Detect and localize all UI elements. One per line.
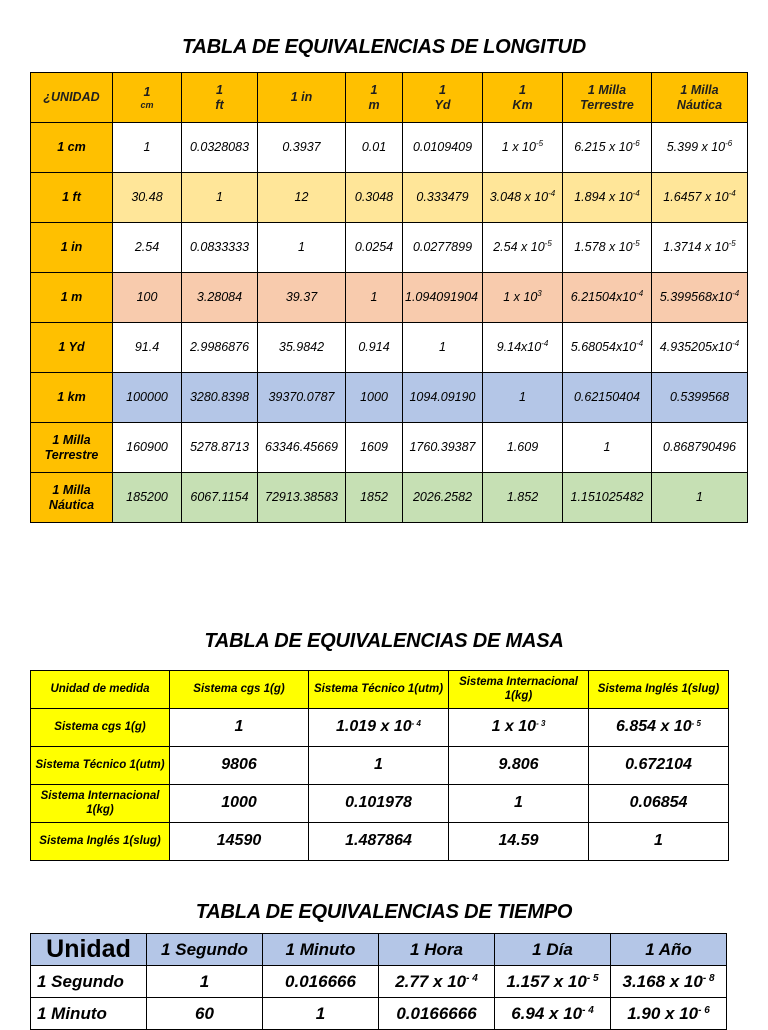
table-row: [31, 373, 748, 423]
exponent: - 8: [702, 972, 715, 984]
cell-value: 9.806: [498, 756, 539, 774]
column-header: Sistema Técnico 1(utm): [309, 671, 449, 709]
table-cell: [652, 223, 748, 273]
table-cell: [113, 323, 182, 373]
cell-value: 1.894 x 10: [574, 190, 633, 205]
column-header: [346, 73, 403, 123]
table-cell: [182, 173, 258, 223]
cell-value: 0.868790496: [663, 440, 736, 455]
exponent: -6: [632, 139, 640, 149]
cell-value: 4.935205x10: [659, 340, 733, 355]
column-header: Sistema Internacional 1(kg): [449, 671, 589, 709]
table-cell: [258, 123, 346, 173]
table-cell: [652, 173, 748, 223]
table-cell: [346, 423, 403, 473]
cell-value: 9806: [221, 756, 257, 774]
table-cell: [652, 473, 748, 523]
length-equivalence-table: [30, 72, 748, 523]
table-cell: [563, 123, 652, 173]
table-cell: [449, 823, 589, 861]
cell-value: 1: [216, 190, 223, 205]
row-header: 1 cm: [31, 123, 113, 173]
table-cell: [346, 373, 403, 423]
cell-value: 1.151025482: [570, 490, 644, 505]
cell-value: 1609: [360, 440, 388, 455]
cell-value: 3280.8398: [189, 390, 250, 405]
table-cell: [611, 966, 727, 998]
row-header: 1 Segundo: [31, 966, 147, 998]
exponent: -4: [636, 289, 644, 299]
table-cell: [589, 823, 729, 861]
table-cell: [483, 323, 563, 373]
table-cell: [483, 373, 563, 423]
header-line: 1: [216, 83, 223, 98]
cell-value: 185200: [126, 490, 168, 505]
header-line: Náutica: [676, 97, 723, 112]
table-row: [31, 223, 748, 273]
table-cell: [113, 373, 182, 423]
column-header: Unidad de medida: [31, 671, 170, 709]
header-line: 1 in: [290, 90, 313, 105]
exponent: - 4: [466, 972, 478, 984]
row-header: 1 m: [31, 273, 113, 323]
column-header: [182, 73, 258, 123]
time-table-title: TABLA DE EQUIVALENCIAS DE TIEMPO: [195, 901, 573, 923]
cell-value: 6067.1154: [190, 490, 249, 505]
cell-value: 1.852: [506, 490, 539, 505]
cell-value: 1: [370, 290, 378, 305]
cell-value: 1: [696, 490, 703, 505]
table-cell: [403, 423, 483, 473]
cell-value: 5278.8713: [189, 440, 250, 455]
table-row: [31, 273, 748, 323]
table-cell: [346, 123, 403, 173]
table-cell: [652, 273, 748, 323]
cell-value: 0.3937: [282, 140, 321, 155]
cell-value: 1: [199, 971, 210, 991]
table-cell: [258, 173, 346, 223]
table-cell: [170, 709, 309, 747]
column-header: Sistema Inglés 1(slug): [589, 671, 729, 709]
exponent: -5: [535, 139, 544, 149]
header-line: Terrestre: [580, 97, 634, 112]
table-cell: [611, 998, 727, 1030]
table-cell: [589, 747, 729, 785]
row-header: 1 Milla Terrestre: [31, 423, 113, 473]
cell-value: 60: [195, 1003, 214, 1023]
cell-value: 14.59: [498, 832, 539, 850]
table-cell: [652, 323, 748, 373]
cell-value: 12: [294, 190, 309, 205]
mass-table-title: TABLA DE EQUIVALENCIAS DE MASA: [204, 630, 564, 652]
cell-value: 1: [603, 440, 611, 455]
table-cell: [309, 709, 449, 747]
cell-value: 1760.39387: [409, 440, 476, 455]
table-cell: [379, 998, 495, 1030]
cell-value: 3.168 x 10: [622, 971, 703, 991]
cell-value: 0.0166666: [396, 1003, 477, 1023]
table-cell: [449, 747, 589, 785]
cell-value: 0.672104: [625, 756, 692, 774]
cell-value: 0.016666: [285, 971, 356, 991]
table-cell: [563, 473, 652, 523]
table-row: [31, 123, 748, 173]
row-header: 1 ft: [31, 173, 113, 223]
table-cell: [483, 123, 563, 173]
table-cell: [113, 473, 182, 523]
table-cell: [113, 123, 182, 173]
cell-value: 0.0254: [354, 240, 394, 255]
table-cell: [563, 223, 652, 273]
table-cell: [483, 173, 563, 223]
cell-value: 1: [234, 718, 244, 736]
cell-value: 1: [439, 340, 446, 355]
header-line: 1: [370, 83, 378, 98]
cell-value: 1: [298, 240, 305, 255]
table-cell: [563, 173, 652, 223]
exponent: -4: [541, 339, 549, 349]
cell-value: 0.0833333: [189, 240, 250, 255]
table-header-row: [31, 671, 729, 709]
table-cell: [403, 373, 483, 423]
exponent: - 5: [691, 719, 701, 729]
table-cell: [170, 747, 309, 785]
header-line: ft: [215, 97, 224, 112]
cell-value: 5.68054x10: [570, 340, 637, 355]
cell-value: 6.21504x10: [570, 290, 637, 305]
time-equivalence-table: [30, 933, 727, 1030]
column-header: Unidad: [31, 934, 147, 966]
table-cell: [113, 223, 182, 273]
cell-value: 39370.0787: [268, 390, 335, 405]
exponent: -4: [732, 289, 740, 299]
cell-value: 1.157 x 10: [506, 971, 587, 991]
cell-value: 0.5399568: [669, 390, 730, 405]
table-cell: [113, 273, 182, 323]
cell-value: 2.54 x 10: [493, 240, 545, 255]
table-row: [31, 966, 727, 998]
cell-value: 6.854 x 10: [616, 718, 692, 736]
table-row: [31, 823, 729, 861]
table-cell: [170, 785, 309, 823]
column-header: 1 Segundo: [147, 934, 263, 966]
cell-value: 0.62150404: [573, 390, 641, 405]
cell-value: 1.6457 x 10: [663, 190, 729, 205]
column-header: 1 Año: [611, 934, 727, 966]
table-cell: [483, 223, 563, 273]
table-cell: [170, 823, 309, 861]
table-cell: [182, 473, 258, 523]
column-header: [113, 73, 182, 123]
table-cell: [346, 223, 403, 273]
table-cell: [258, 473, 346, 523]
table-cell: [258, 323, 346, 373]
column-header: 1 Hora: [379, 934, 495, 966]
column-header: [258, 73, 346, 123]
table-cell: [563, 373, 652, 423]
exponent: -4: [548, 189, 556, 199]
cell-value: 1852: [360, 490, 388, 505]
cell-value: 1: [654, 832, 663, 850]
table-cell: [346, 323, 403, 373]
table-cell: [147, 966, 263, 998]
table-header-row: [31, 934, 727, 966]
header-line: 1: [519, 83, 526, 98]
cell-value: 5.399568x10: [659, 290, 733, 305]
header-line: ¿UNIDAD: [43, 90, 100, 105]
exponent: - 4: [411, 719, 421, 729]
row-header: Sistema Internacional 1(kg): [31, 785, 170, 823]
header-line: 1: [439, 83, 446, 98]
cell-value: 1: [143, 140, 151, 155]
exponent: -6: [725, 139, 733, 149]
row-header: 1 Milla Náutica: [31, 473, 113, 523]
exponent: -4: [632, 189, 640, 199]
table-cell: [309, 785, 449, 823]
cell-value: 0.3048: [354, 190, 394, 205]
table-cell: [309, 823, 449, 861]
table-cell: [563, 423, 652, 473]
cell-value: 0.0109409: [412, 140, 473, 155]
cell-value: 1: [374, 756, 383, 774]
table-row: [31, 747, 729, 785]
cell-value: 1 x 10: [501, 140, 536, 155]
column-header: [31, 73, 113, 123]
row-header: Sistema Técnico 1(utm): [31, 747, 170, 785]
exponent: - 3: [536, 719, 546, 729]
row-header: Sistema cgs 1(g): [31, 709, 170, 747]
table-row: [31, 473, 748, 523]
header-line: 1 Milla: [680, 83, 719, 98]
table-cell: [652, 423, 748, 473]
cell-value: 1 x 10: [491, 718, 537, 736]
column-header: [563, 73, 652, 123]
column-header: Sistema cgs 1(g): [170, 671, 309, 709]
cell-value: 1094.09190: [409, 390, 476, 405]
table-cell: [379, 966, 495, 998]
exponent: -4: [636, 339, 644, 349]
header-line: Yd: [434, 97, 451, 112]
table-cell: [182, 273, 258, 323]
table-cell: [403, 273, 483, 323]
table-cell: [113, 423, 182, 473]
table-cell: [263, 998, 379, 1030]
cell-value: 1.609: [506, 440, 539, 455]
table-header-row: [31, 73, 748, 123]
table-cell: [449, 709, 589, 747]
table-row: [31, 173, 748, 223]
cell-value: 0.101978: [345, 794, 412, 812]
table-row: [31, 998, 727, 1030]
table-cell: [403, 223, 483, 273]
table-cell: [182, 423, 258, 473]
row-header: Sistema Inglés 1(slug): [31, 823, 170, 861]
table-cell: [403, 473, 483, 523]
table-cell: [495, 998, 611, 1030]
row-header: 1 Minuto: [31, 998, 147, 1030]
table-cell: [263, 966, 379, 998]
cell-value: 1000: [360, 390, 388, 405]
exponent: -5: [544, 239, 552, 249]
exponent: - 6: [698, 1004, 710, 1016]
table-cell: [483, 423, 563, 473]
cell-value: 72913.38583: [265, 490, 338, 505]
header-line: Km: [512, 97, 533, 112]
cell-value: 2.9986876: [189, 340, 250, 355]
table-cell: [258, 223, 346, 273]
cell-value: 1000: [221, 794, 257, 812]
header-line: cm: [140, 99, 154, 110]
cell-value: 0.333479: [416, 190, 469, 205]
row-header: 1 Yd: [31, 323, 113, 373]
table-cell: [346, 173, 403, 223]
cell-value: 1: [315, 1003, 326, 1023]
cell-value: 30.48: [131, 190, 163, 205]
cell-value: 9.14x10: [496, 340, 542, 355]
length-table-title: TABLA DE EQUIVALENCIAS DE LONGITUD: [182, 36, 586, 58]
table-cell: [258, 373, 346, 423]
cell-value: 6.215 x 10: [574, 140, 633, 155]
cell-value: 39.37: [285, 290, 318, 305]
exponent: -4: [732, 339, 740, 349]
table-cell: [403, 173, 483, 223]
cell-value: 6.94 x 10: [511, 1003, 583, 1023]
table-row: [31, 709, 729, 747]
cell-value: 100000: [126, 390, 168, 405]
table-cell: [182, 223, 258, 273]
cell-value: 14590: [216, 832, 262, 850]
column-header: [483, 73, 563, 123]
row-header: 1 in: [31, 223, 113, 273]
cell-value: 91.4: [134, 340, 160, 355]
table-cell: [403, 323, 483, 373]
table-cell: [563, 323, 652, 373]
table-cell: [483, 273, 563, 323]
cell-value: 0.0328083: [189, 140, 250, 155]
column-header: [403, 73, 483, 123]
table-cell: [449, 785, 589, 823]
exponent: -5: [632, 239, 640, 249]
table-row: [31, 323, 748, 373]
cell-value: 63346.45669: [265, 440, 338, 455]
table-cell: [483, 473, 563, 523]
row-header: 1 km: [31, 373, 113, 423]
cell-value: 2.54: [134, 240, 160, 255]
column-header: 1 Minuto: [263, 934, 379, 966]
table-cell: [346, 473, 403, 523]
cell-value: 1 x 10: [503, 290, 538, 305]
exponent: - 5: [586, 972, 599, 984]
cell-value: 1.578 x 10: [574, 240, 633, 255]
cell-value: 3.048 x 10: [489, 190, 549, 205]
cell-value: 0.914: [358, 340, 390, 355]
exponent: - 4: [582, 1004, 594, 1016]
table-row: [31, 423, 748, 473]
table-cell: [182, 123, 258, 173]
table-cell: [346, 273, 403, 323]
cell-value: 1.019 x 10: [336, 718, 412, 736]
cell-value: 2.77 x 10: [395, 971, 467, 991]
cell-value: 1.094091904: [405, 290, 478, 305]
cell-value: 35.9842: [278, 340, 325, 355]
table-cell: [258, 423, 346, 473]
header-line: 1: [143, 85, 151, 100]
header-line: 1 Milla: [587, 83, 627, 98]
cell-value: 100: [136, 290, 158, 305]
cell-value: 160900: [126, 440, 168, 455]
table-cell: [182, 323, 258, 373]
exponent: -4: [728, 189, 736, 199]
table-cell: [113, 173, 182, 223]
table-cell: [589, 709, 729, 747]
table-cell: [589, 785, 729, 823]
cell-value: 0.06854: [629, 794, 688, 812]
table-cell: [495, 966, 611, 998]
table-cell: [652, 123, 748, 173]
table-row: [31, 785, 729, 823]
header-line: m: [368, 97, 380, 112]
table-cell: [403, 123, 483, 173]
cell-value: 1.3714 x 10: [663, 240, 729, 255]
cell-value: 1: [514, 794, 523, 812]
table-cell: [563, 273, 652, 323]
exponent: 3: [537, 289, 542, 299]
cell-value: 1: [519, 390, 526, 405]
cell-value: 2026.2582: [412, 490, 473, 505]
table-cell: [182, 373, 258, 423]
column-header: 1 Día: [495, 934, 611, 966]
cell-value: 0.01: [361, 140, 387, 155]
table-cell: [309, 747, 449, 785]
table-cell: [652, 373, 748, 423]
cell-value: 0.0277899: [412, 240, 473, 255]
cell-value: 1.487864: [345, 832, 412, 850]
table-cell: [147, 998, 263, 1030]
cell-value: 3.28084: [196, 290, 243, 305]
table-cell: [258, 273, 346, 323]
exponent: -5: [728, 239, 736, 249]
cell-value: 1.90 x 10: [627, 1003, 699, 1023]
column-header: [652, 73, 748, 123]
mass-equivalence-table: [30, 670, 729, 861]
cell-value: 5.399 x 10: [666, 140, 726, 155]
